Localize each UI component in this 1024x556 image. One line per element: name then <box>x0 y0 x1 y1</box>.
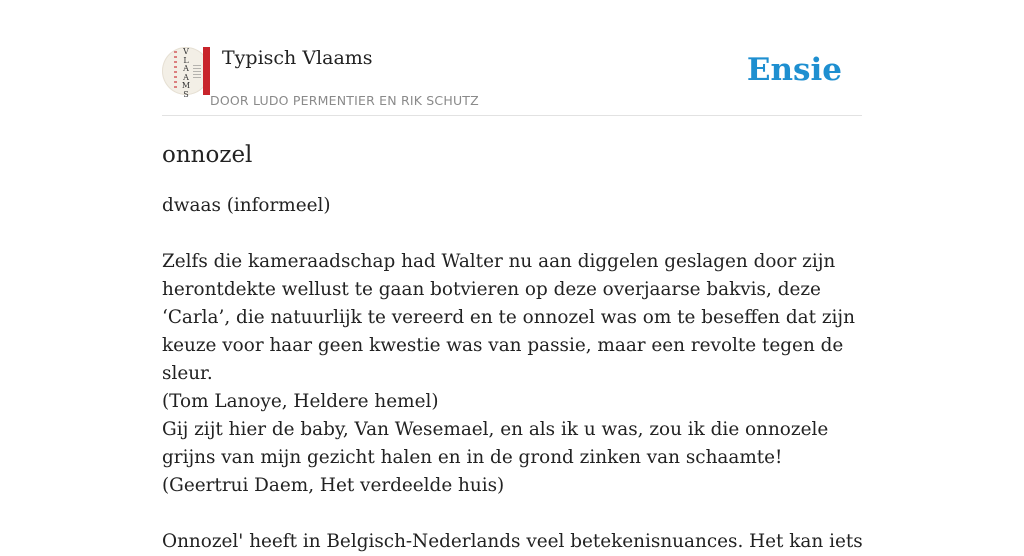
paragraph-gap <box>162 220 868 248</box>
cover-decoration <box>174 51 177 91</box>
entry-body <box>162 192 868 556</box>
book-authors: DOOR LUDO PERMENTIER EN RIK SCHUTZ <box>210 93 479 108</box>
paragraph-gap <box>162 500 868 528</box>
quote-source: (Geertrui Daem, Het verdeelde huis) <box>162 475 505 496</box>
entry-headword: onnozel <box>162 142 253 168</box>
cover-decoration <box>193 65 201 79</box>
cover-red-edge <box>203 47 210 95</box>
book-cover-lettering: V L A A M S <box>181 47 191 99</box>
entry-page <box>162 0 863 552</box>
quote-text: Gij zijt hier de baby, Van Wesemael, en als ik u was, zou ik die onnozele grijns van mijn gezicht halen en in de grond zinken van schaamte! <box>162 419 829 468</box>
entry-definition: dwaas (informeel) <box>162 195 331 216</box>
quote-source: (Tom Lanoye, Heldere hemel) <box>162 391 439 412</box>
entry-note: Onnozel' heeft in Belgisch-Nederlands veel betekenisnuances. Het kan iets <box>162 531 863 552</box>
ensie-logo[interactable]: Ensie <box>746 52 842 88</box>
quote-text: Zelfs die kameraadschap had Walter nu aan diggelen geslagen door zijn herontdekte wellust te gaan botvieren op deze overjaarse bakvis, deze ‘Carla’, die natuurlijk te vereerd en te onnozel was om te beseffen dat zijn keuze voor haar geen kwestie was van passie, maar een revolte tegen de sleur. <box>162 251 855 384</box>
page-header <box>162 0 862 116</box>
book-cover-thumbnail[interactable] <box>162 47 210 99</box>
book-title-link[interactable]: Typisch Vlaams <box>222 47 373 69</box>
